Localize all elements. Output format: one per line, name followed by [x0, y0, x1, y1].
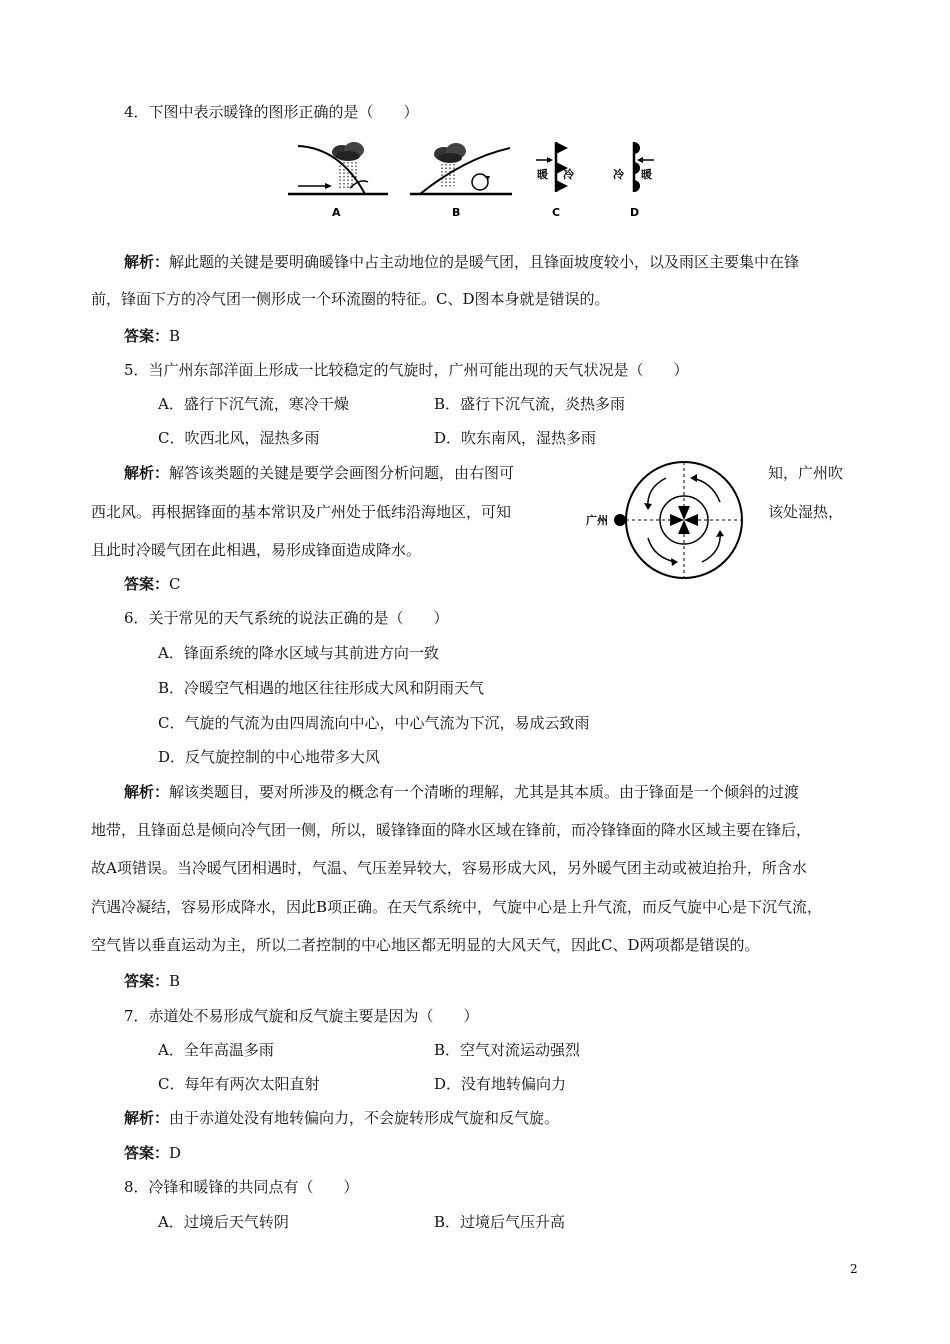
q6-option-b: B．冷暖空气相遇的地区往往形成大风和阴雨天气: [158, 679, 485, 697]
q5-cyclone-diagram: [586, 458, 756, 582]
q8-stem: 8．冷锋和暖锋的共同点有（ ）: [124, 1178, 359, 1196]
q7-option-d: D．没有地转偏向力: [434, 1075, 567, 1093]
q6-option-c: C．气旋的气流为由四周流向中心，中心气流为下沉，易成云致雨: [158, 714, 590, 732]
label-d: D: [630, 206, 640, 219]
q6-analysis-line-5: 空气皆以垂直运动为主，所以二者控制的中心地区都无明显的大风天气，因此C、D两项都是错误的。: [91, 936, 760, 954]
q5-analysis-line-1-end: 知，广州吹: [768, 464, 844, 482]
convergence-icon: [670, 506, 698, 534]
d-warm-label: 暖: [641, 168, 652, 181]
diagram-d: [613, 142, 654, 219]
q6-answer: 答案：B: [124, 972, 181, 990]
q5-analysis-line-3: 且此时冷暖气团在此相遇，易形成锋面造成降水。: [91, 541, 422, 559]
q7-stem: 7．赤道处不易形成气旋和反气旋主要是因为（ ）: [124, 1007, 479, 1025]
q5-analysis-line-1: 解析：解答该类题的关键是要学会画图分析问题，由右图可: [124, 464, 515, 482]
q6-analysis-line-4: 汽遇冷凝结，容易形成降水，因此B项正确。在天气系统中，气旋中心是上升气流，而反气旋中心是下沉气流，: [91, 898, 823, 916]
q5-analysis-line-2-end: 该处湿热，: [768, 503, 844, 521]
diagram-c: [536, 142, 575, 219]
q6-option-a: A．锋面系统的降水区域与其前进方向一致: [158, 644, 439, 662]
q7-analysis: 解析：由于赤道处没有地转偏向力，不会旋转形成气旋和反气旋。: [124, 1109, 560, 1127]
q7-option-a: A．全年高温多雨: [158, 1041, 274, 1059]
q5-option-b: B．盛行下沉气流，炎热多雨: [434, 395, 626, 413]
q4-stem: 4．下图中表示暖锋的图形正确的是（ ）: [124, 103, 419, 121]
label-a: A: [332, 206, 341, 219]
q5-answer: 答案：C: [124, 575, 181, 593]
page-number: 2: [850, 1262, 858, 1276]
cloud-icon: [434, 143, 466, 163]
q4-answer: 答案：B: [124, 327, 181, 345]
diagram-b: [410, 143, 512, 219]
q7-option-c: C．每年有两次太阳直射: [158, 1075, 320, 1093]
q5-option-d: D．吹东南风，湿热多雨: [434, 429, 597, 447]
guangzhou-marker: [614, 514, 626, 526]
q8-option-b: B．过境后气压升高: [434, 1213, 566, 1231]
q4-analysis-line-1: 解析：解此题的关键是要明确暖锋中占主动地位的是暖气团，且锋面坡度较小，以及雨区主要集中在锋: [124, 253, 800, 271]
c-cold-label: 冷: [563, 168, 574, 181]
q4-analysis-line-2: 前，锋面下方的冷气团一侧形成一个环流圈的特征。C、D图本身就是错误的。: [91, 290, 610, 308]
q6-analysis-line-2: 地带，且锋面总是倾向冷气团一侧，所以，暖锋锋面的降水区域在锋前，而冷锋锋面的降水区域主要在锋后，: [91, 821, 812, 839]
diagram-a: [288, 142, 388, 219]
q5-option-a: A．盛行下沉气流，寒冷干燥: [158, 395, 349, 413]
q5-stem: 5．当广州东部洋面上形成一比较稳定的气旋时，广州可能出现的天气状况是（ ）: [124, 361, 689, 379]
cloud-icon: [332, 142, 364, 161]
q6-analysis-line-3: 故A项错误。当冷暖气团相遇时，气温、气压差异较大，容易形成大风，另外暖气团主动或被迫抬升，所含水: [91, 859, 807, 877]
q8-option-a: A．过境后天气转阴: [158, 1213, 289, 1231]
label-c: C: [552, 206, 561, 219]
q4-front-diagrams: [280, 138, 680, 226]
c-warm-label: 暖: [537, 168, 548, 181]
q5-option-c: C．吹西北风，湿热多雨: [158, 429, 320, 447]
q5-analysis-line-2: 西北风。再根据锋面的基本常识及广州处于低纬沿海地区，可知: [91, 503, 512, 521]
q7-option-b: B．空气对流运动强烈: [434, 1041, 581, 1059]
label-b: B: [452, 206, 461, 219]
d-cold-label: 冷: [613, 168, 624, 181]
q6-analysis-line-1: 解析：解该类题目，要对所涉及的概念有一个清晰的理解，尤其是其本质。由于锋面是一个倾斜的过渡: [124, 783, 800, 801]
q6-stem: 6．关于常见的天气系统的说法正确的是（ ）: [124, 609, 449, 627]
q7-answer: 答案：D: [124, 1144, 182, 1162]
q6-option-d: D．反气旋控制的中心地带多大风: [158, 748, 381, 766]
guangzhou-label: 广州: [586, 514, 608, 527]
